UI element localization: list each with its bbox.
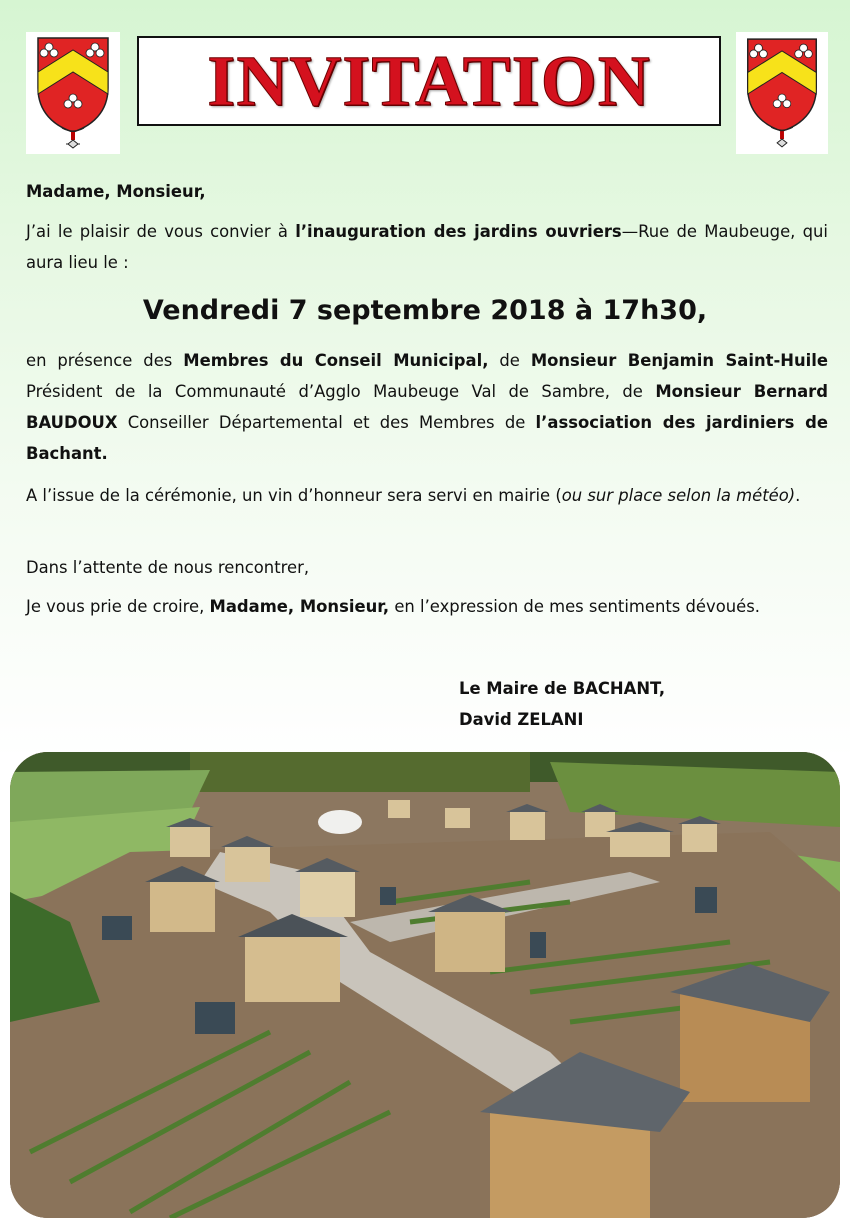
page-title: INVITATION [207, 40, 651, 121]
guest-president: Monsieur Benjamin Saint-Huile [530, 351, 828, 370]
coat-of-arms-right [736, 32, 828, 154]
reception-text: A l’issue de la cérémonie, un vin d’honneur sera servi en mairie ( [26, 486, 562, 505]
guests-text-3: Président de la Communauté d’Agglo Maubeuge Val de Sambre, de [26, 382, 656, 401]
reception-end: . [795, 486, 801, 505]
guests-text-2: de [488, 351, 531, 370]
intro-location: —Rue de Maubeuge, qui aura lieu le : [26, 222, 828, 272]
paragraph-guests [26, 345, 828, 469]
paragraph-reception [26, 480, 828, 511]
signature-title: Le Maire de BACHANT, [459, 679, 666, 698]
event-name: l’inauguration des jardins ouvriers [295, 222, 622, 241]
guests-text-1: en présence des [26, 351, 184, 370]
regards-text-1: Je vous prie de croire, [26, 597, 210, 616]
salutation: Madame, Monsieur, [26, 182, 206, 201]
gardens-photo [10, 752, 840, 1218]
allotment-garden-image [10, 752, 840, 1218]
shield-icon [26, 32, 120, 154]
paragraph-closing: Dans l’attente de nous rencontrer, [26, 558, 310, 577]
guests-text-4: Conseiller Départemental et des Membres de [117, 413, 536, 432]
coat-of-arms-left [26, 32, 120, 154]
guest-council: Membres du Conseil Municipal, [183, 351, 489, 370]
signature-name: David ZELANI [459, 710, 584, 729]
regards-address: Madame, Monsieur, [209, 597, 390, 616]
guest-association: l’association des jardiniers de Bachant. [26, 413, 828, 463]
paragraph-regards [26, 591, 828, 622]
invitation-title-box [137, 36, 721, 126]
intro-text: J’ai le plaisir de vous convier à [26, 222, 296, 241]
event-date: Vendredi 7 septembre 2018 à 17h30, [142, 295, 708, 326]
shield-icon [736, 32, 828, 154]
regards-text-2: en l’expression de mes sentiments dévoués. [389, 597, 760, 616]
paragraph-intro [26, 216, 828, 278]
guest-councillor: Monsieur Bernard BAUDOUX [26, 382, 828, 432]
reception-note: ou sur place selon la météo) [561, 486, 796, 505]
